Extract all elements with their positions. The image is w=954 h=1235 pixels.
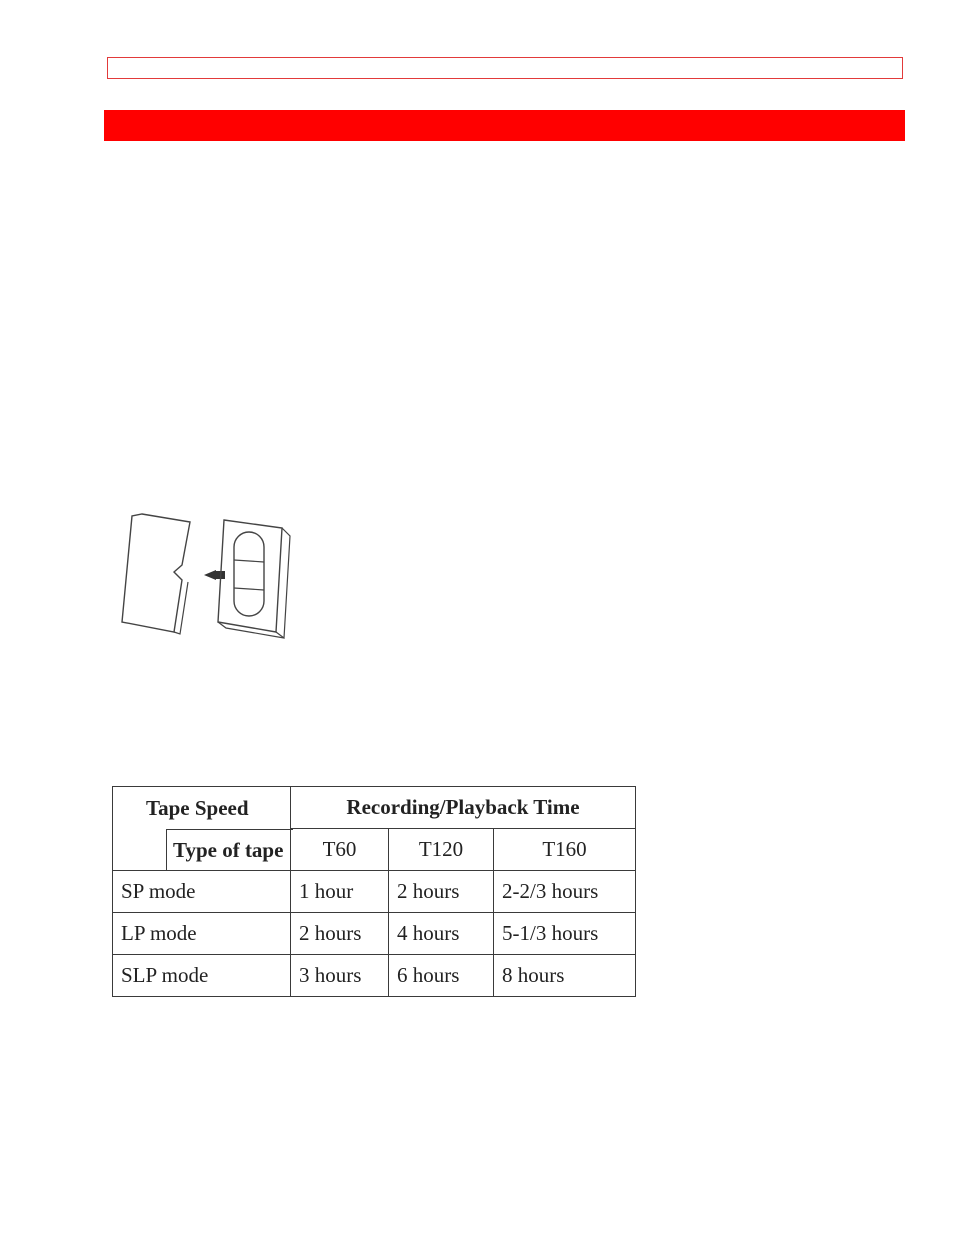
table-cell: 5-1/3 hours: [494, 913, 636, 955]
row-label: SP mode: [113, 871, 291, 913]
row-label: SLP mode: [113, 955, 291, 997]
type-of-tape-header: Type of tape: [166, 829, 293, 870]
table-cell: 3 hours: [291, 955, 389, 997]
tape-speed-header: Tape Speed: [146, 796, 249, 820]
table-row: [113, 913, 636, 955]
tape-type-t160: T160: [494, 829, 636, 871]
table-row: [113, 955, 636, 997]
tape-type-t60: T60: [291, 829, 389, 871]
table-row: [113, 871, 636, 913]
table-corner-header: [113, 787, 291, 871]
section-title-bar: [104, 110, 905, 141]
row-label: LP mode: [113, 913, 291, 955]
recording-time-header: Recording/Playback Time: [291, 787, 636, 829]
cassette-diagram-icon: [112, 510, 302, 640]
table-cell: 4 hours: [389, 913, 494, 955]
table-cell: 2-2/3 hours: [494, 871, 636, 913]
table-cell: 6 hours: [389, 955, 494, 997]
recording-time-table: [112, 786, 636, 997]
tape-type-t120: T120: [389, 829, 494, 871]
table-cell: 2 hours: [291, 913, 389, 955]
table-cell: 1 hour: [291, 871, 389, 913]
cassette-tab-illustration: [112, 510, 302, 640]
page-header-box: [107, 57, 903, 79]
table-cell: 8 hours: [494, 955, 636, 997]
table-cell: 2 hours: [389, 871, 494, 913]
